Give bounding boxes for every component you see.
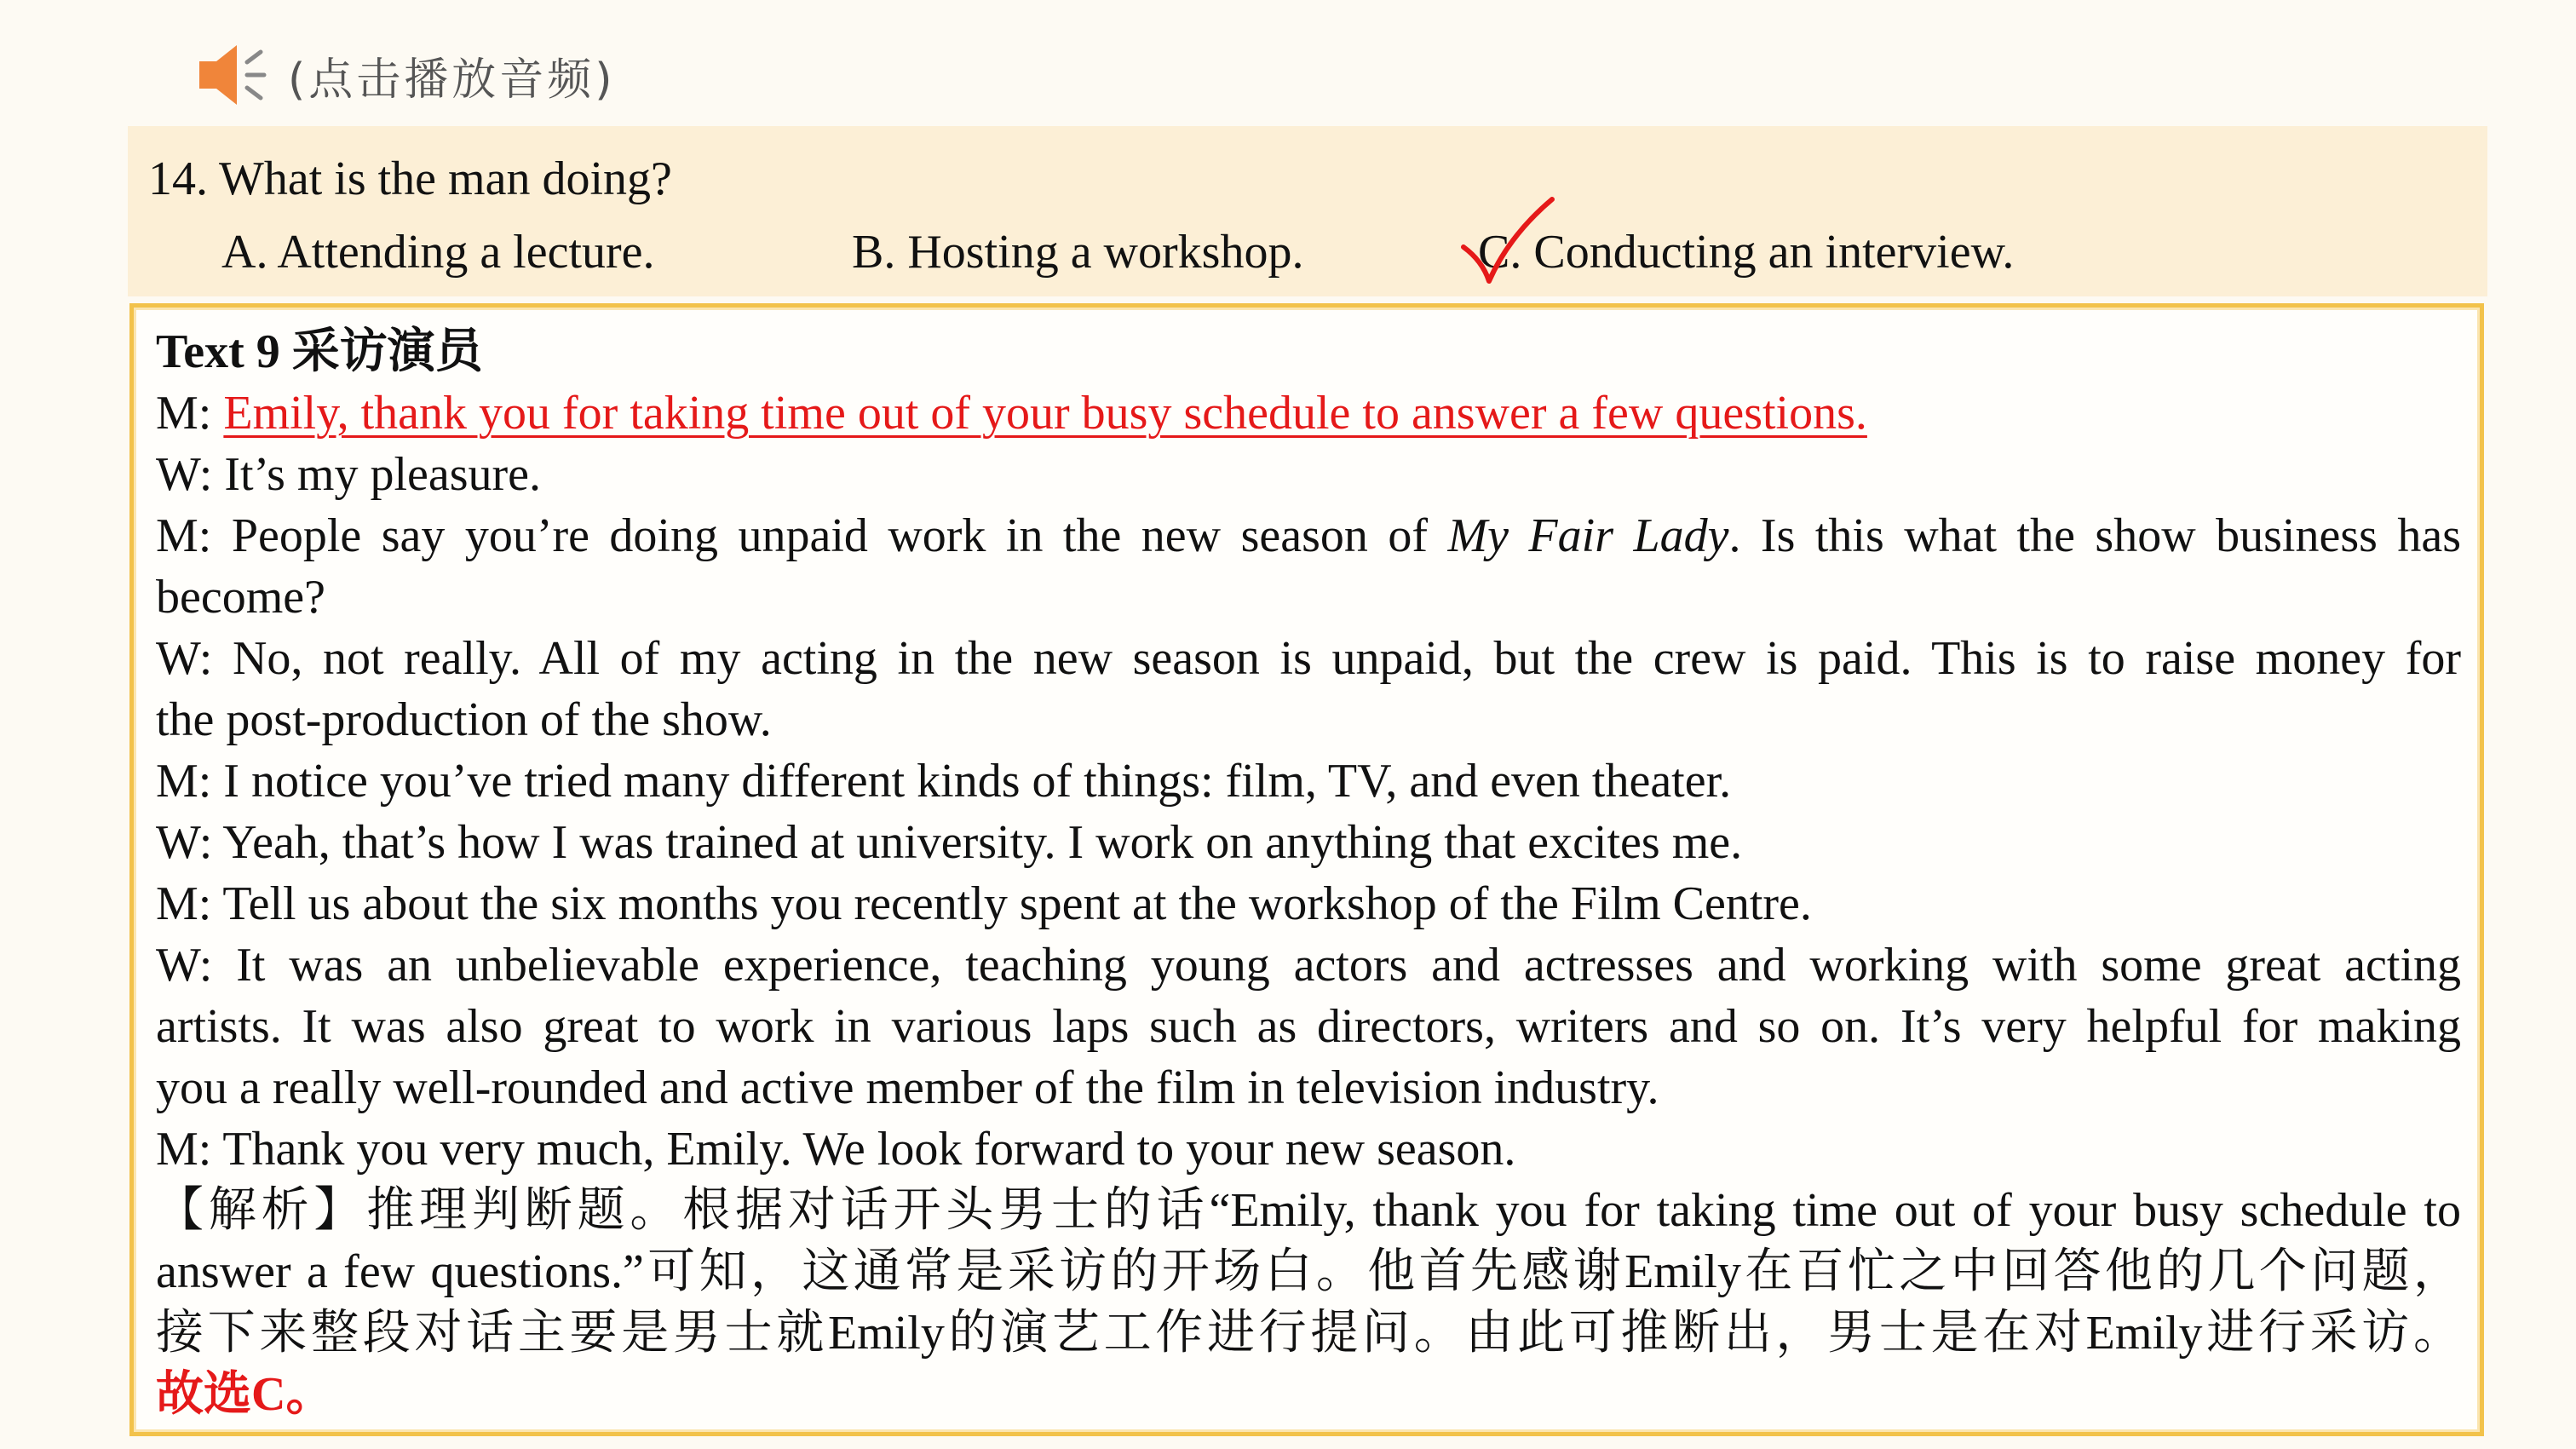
dialogue-line: W: It’s my pleasure. <box>156 448 542 501</box>
option-a[interactable]: A. Attending a lecture. <box>221 226 655 279</box>
option-c[interactable]: C. Conducting an interview. <box>1478 226 2015 279</box>
speaker-label: M: <box>156 387 224 440</box>
analysis-line: answer a few questions.”可知，这通常是采访的开场白。他首先感谢Emily在百忙之中回答他的几个问题， <box>156 1245 2461 1298</box>
question-panel <box>128 126 2487 296</box>
dialogue-line: M: People say you’re doing unpaid work in the new season of My Fair Lady. Is this what the show business has <box>156 509 2462 562</box>
dialogue-line <box>156 382 2461 444</box>
answer-conclusion: 故选C。 <box>156 1368 334 1421</box>
dialogue-line: M: Tell us about the six months you recently spent at the workshop of the Film Centre. <box>156 877 1812 930</box>
dialogue-line: M: Thank you very much, Emily. We look forward to your new season. <box>156 1123 1516 1176</box>
analysis-line: 接下来整段对话主要是男士就Emily的演艺工作进行提问。由此可推断出，男士是在对Emily进行采访。 <box>156 1307 2461 1360</box>
analysis-line: 【解析】推理判断题。根据对话开头男士的话“Emily, thank you for taking time out of your busy schedule to <box>156 1184 2461 1237</box>
transcript-text <box>156 321 2461 1425</box>
dialogue-line: become? <box>156 571 325 624</box>
audio-player[interactable] <box>194 32 616 118</box>
dialogue-line: W: It was an unbelievable experience, teaching young actors and actresses and working with some great acting <box>156 939 2461 992</box>
option-b[interactable]: B. Hosting a workshop. <box>852 226 1304 279</box>
question-stem: 14. What is the man doing? <box>148 152 672 205</box>
dialogue-line: you a really well-rounded and active member of the film in television industry. <box>156 1061 1659 1114</box>
key-sentence: Emily, thank you for taking time out of your busy schedule to answer a few questions. <box>223 387 1867 440</box>
speaker-icon[interactable] <box>194 38 271 112</box>
audio-play-label[interactable]: (点击播放音频) <box>288 54 616 106</box>
dialogue-line: the post-production of the show. <box>156 693 772 746</box>
dialogue-line: artists. It was also great to work in various laps such as directors, writers and so on. It’s very helpful for making <box>156 1000 2461 1053</box>
checkmark-icon <box>1457 194 1559 288</box>
transcript-panel <box>129 303 2484 1436</box>
dialogue-line: W: No, not really. All of my acting in the new season is unpaid, but the crew is paid. This is to raise money for <box>156 632 2461 685</box>
passage-title: Text 9 采访演员 <box>156 325 483 378</box>
dialogue-line: W: Yeah, that’s how I was trained at university. I work on anything that excites me. <box>156 816 1743 869</box>
show-title: My Fair Lady <box>1447 509 1729 562</box>
dialogue-line: M: I notice you’ve tried many different kinds of things: film, TV, and even theater. <box>156 755 1732 808</box>
